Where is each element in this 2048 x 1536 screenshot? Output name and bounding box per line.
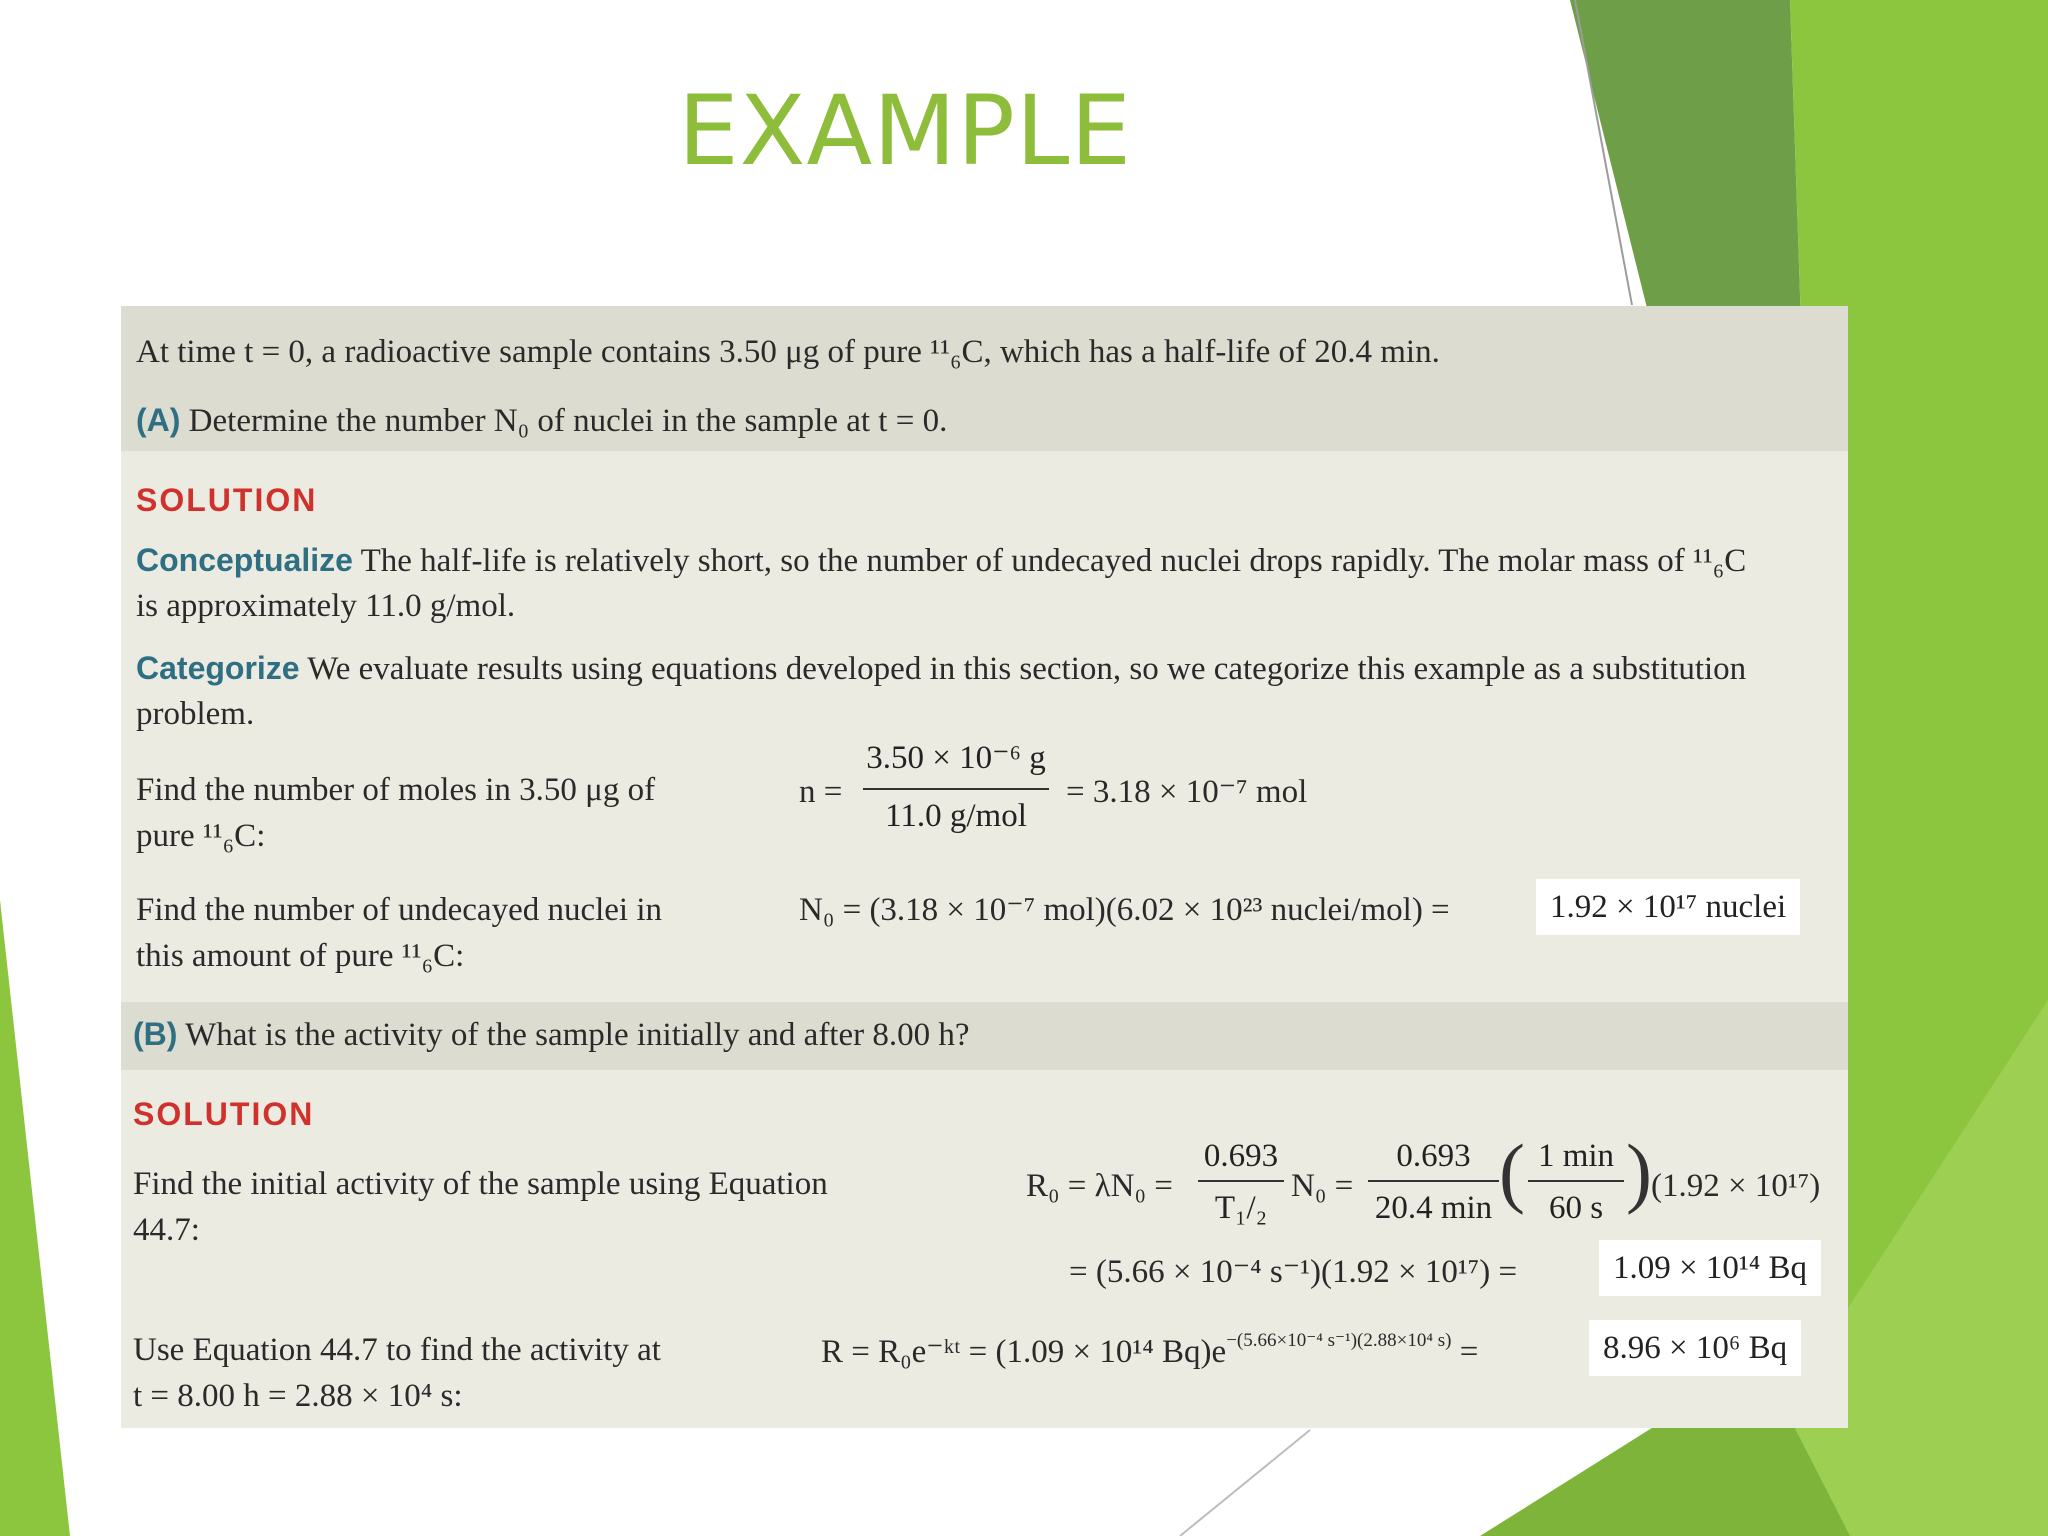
conceptualize-row (136, 538, 1746, 584)
step3-open-paren: ( (1499, 1128, 1525, 1215)
step3-f2-bar (1368, 1180, 1499, 1182)
decor-line-bottom (1180, 1430, 1310, 1536)
step3-lhs: R₀ = λN₀ = (1026, 1168, 1173, 1204)
conceptualize-text-2: is approximately 11.0 g/mol. (136, 588, 516, 624)
partB-row (133, 1012, 970, 1058)
step3-f2-den: 20.4 min (1374, 1190, 1493, 1226)
step1-lhs: n = (799, 774, 843, 810)
step2-equation: N₀ = (3.18 × 10⁻⁷ mol)(6.02 × 10²³ nuclei/mol) = (799, 892, 1450, 928)
step3-desc-2: 44.7: (133, 1212, 200, 1248)
step4-equation-main: R = R₀e⁻ᵏᵗ = (1.09 × 10¹⁴ Bq)e (821, 1334, 1227, 1370)
step4-desc-2: t = 8.00 h = 2.88 × 10⁴ s: (133, 1378, 463, 1414)
categorize-text: We evaluate results using equations developed in this section, so we categorize this example as a substitution (307, 651, 1747, 687)
step1-desc-1: Find the number of moles in 3.50 μg of (136, 772, 656, 808)
step3-f3-bar (1528, 1180, 1624, 1182)
step1-desc-2: pure ¹¹₆C: (136, 818, 266, 854)
partA-label: (A) (136, 402, 181, 438)
partA-row (136, 398, 947, 444)
conceptualize-text: The half-life is relatively short, so the number of undecayed nuclei drops rapidly. The molar mass of ¹¹₆C (360, 543, 1747, 579)
slide-title: EXAMPLE (678, 75, 1132, 187)
step1-numerator: 3.50 × 10⁻⁶ g (866, 740, 1046, 776)
step3-line-b: = (5.66 × 10⁻⁴ s⁻¹)(1.92 × 10¹⁷) = (1069, 1254, 1518, 1290)
step4-desc-1: Use Equation 44.7 to find the activity at (133, 1332, 661, 1368)
step2-desc-1: Find the number of undecayed nuclei in (136, 892, 663, 928)
partB-question: What is the activity of the sample initially and after 8.00 h? (185, 1017, 970, 1053)
step3-f3-den: 60 s (1548, 1190, 1604, 1226)
categorize-row (136, 646, 1746, 692)
categorize-label: Categorize (136, 650, 300, 686)
categorize-text-2: problem. (136, 696, 255, 732)
step4-exponent: −(5.66×10⁻⁴ s⁻¹)(2.88×10⁴ s) (1226, 1330, 1452, 1351)
step3-f1-num: 0.693 (1203, 1138, 1279, 1174)
step1-denominator: 11.0 g/mol (885, 798, 1027, 834)
step1-fraction-bar (863, 788, 1049, 790)
step4-equals: = (1459, 1334, 1479, 1370)
partA-question: Determine the number N₀ of nuclei in the sample at t = 0. (188, 403, 948, 439)
problem-intro: At time t = 0, a radioactive sample contains 3.50 μg of pure ¹¹₆C, which has a half-life of 20.4 min. (136, 334, 1440, 370)
step3-f1-den: T₁/₂ (1214, 1190, 1268, 1226)
step1-result: = 3.18 × 10⁻⁷ mol (1066, 774, 1308, 810)
step3-close-paren: ) (1626, 1128, 1652, 1215)
solutionB-heading: SOLUTION (133, 1096, 315, 1132)
step2-desc-2: this amount of pure ¹¹₆C: (136, 938, 465, 974)
step4-equation (821, 1330, 1478, 1379)
green-panel-left (0, 900, 70, 1536)
example-card (121, 306, 1848, 1428)
partB-label: (B) (133, 1016, 178, 1052)
conceptualize-label: Conceptualize (136, 542, 353, 578)
step3-mid: N₀ = (1291, 1168, 1354, 1204)
step3-f3-num: 1 min (1537, 1138, 1615, 1174)
step4-answer-box: 8.96 × 10⁶ Bq (1589, 1320, 1801, 1376)
step3-f2-num: 0.693 (1396, 1138, 1471, 1174)
step2-answer-box: 1.92 × 10¹⁷ nuclei (1536, 879, 1800, 935)
step3-answer-box: 1.09 × 10¹⁴ Bq (1599, 1240, 1821, 1296)
step3-desc-1: Find the initial activity of the sample using Equation (133, 1166, 828, 1202)
step3-f1-bar (1198, 1180, 1284, 1182)
solution-heading: SOLUTION (136, 482, 318, 518)
step3-tail: (1.92 × 10¹⁷) (1651, 1168, 1821, 1204)
